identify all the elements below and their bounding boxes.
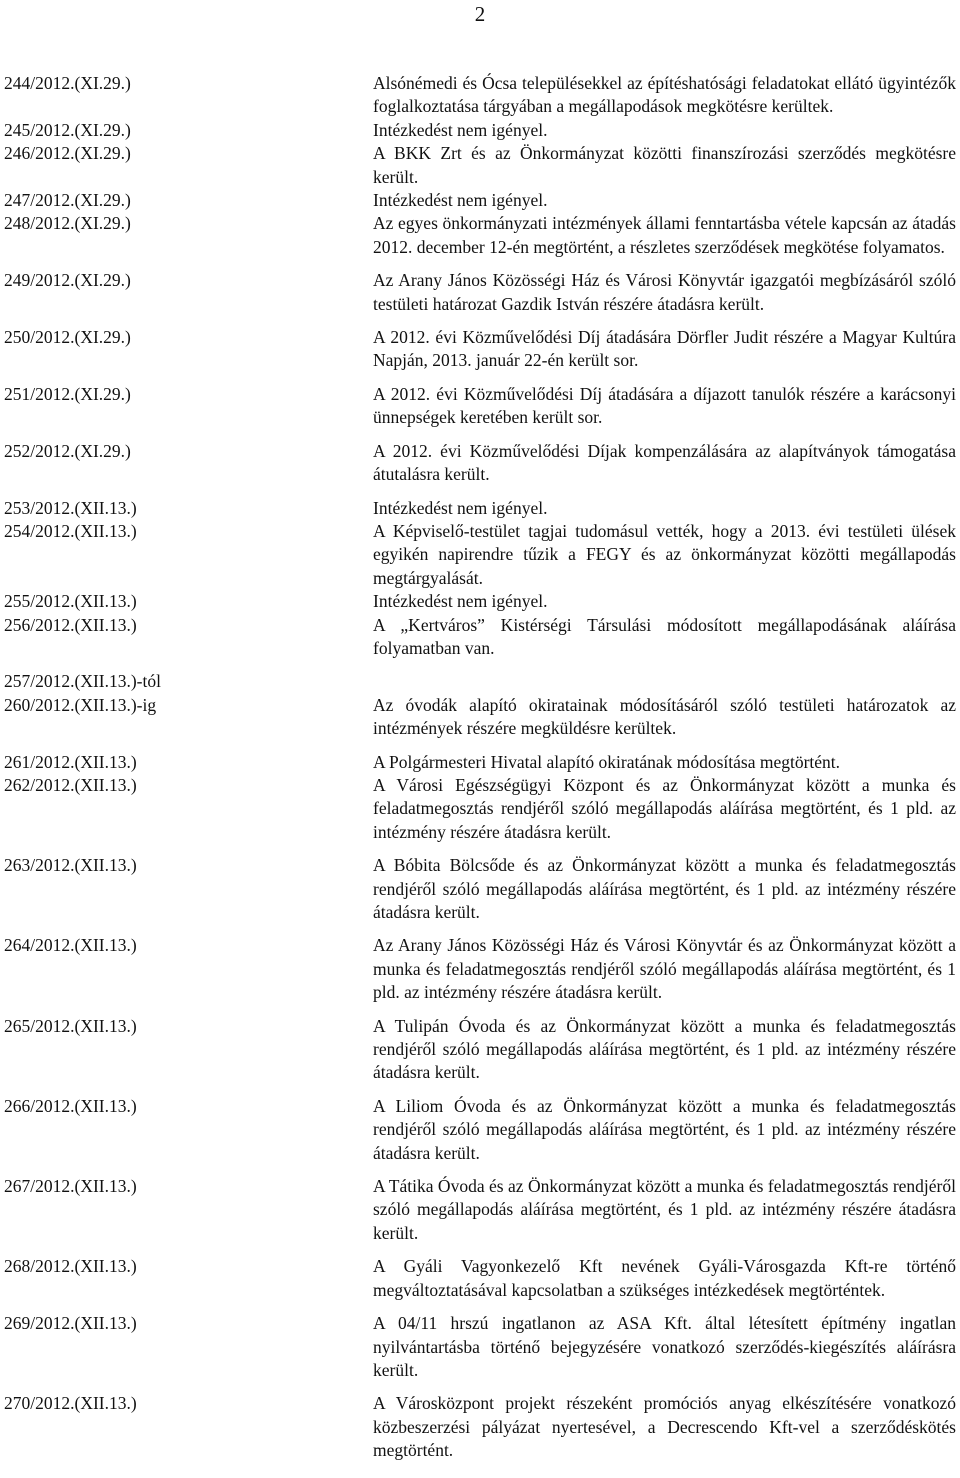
resolution-status: A Tátika Óvoda és az Önkormányzat között a munka és feladatmegosztás rendjéről szóló megállapodás aláírása megtörtént, és 1 pld. az intézmény részére átadásra került.: [373, 1176, 956, 1243]
resolution-number: 254/2012.(XII.13.): [4, 520, 137, 541]
resolution-entry-261: [4, 751, 956, 774]
resolution-status: A Városközpont projekt részeként promóciós anyag elkészítésére vonatkozó közbeszerzési pályázat nyertesével, a Decrescendo Kft-vel a szerződéskötés megtörtént.: [373, 1393, 956, 1461]
resolution-number: 270/2012.(XII.13.): [4, 1393, 137, 1414]
resolution-status: A BKK Zrt és az Önkormányzat közötti finanszírozási szerződés megkötésre került.: [373, 143, 956, 187]
resolution-number: 255/2012.(XII.13.): [4, 591, 137, 612]
resolution-entry-248: [4, 212, 956, 259]
resolution-status: A Liliom Óvoda és az Önkormányzat között a munka és feladatmegosztás rendjéről szóló megállapodás aláírása megtörtént, és 1 pld. az intézmény részére átadásra került.: [373, 1095, 956, 1163]
resolution-entry-264: [4, 934, 956, 1004]
resolution-entry-263: [4, 854, 956, 924]
resolution-number: 264/2012.(XII.13.): [4, 935, 137, 956]
resolution-number: 246/2012.(XI.29.): [4, 143, 131, 164]
resolution-entry-247: [4, 189, 956, 212]
resolution-number: 267/2012.(XII.13.): [4, 1176, 137, 1197]
resolution-status: Intézkedést nem igényel.: [373, 497, 548, 518]
resolution-status: A Képviselő-testület tagjai tudomásul vették, hogy a 2013. évi testületi ülések egyikén napirendre tűzik a FEGY és az önkormányzat közötti megállapodás megtárgyalását.: [373, 520, 956, 588]
resolution-number: 253/2012.(XII.13.): [4, 497, 137, 518]
resolution-number: 269/2012.(XII.13.): [4, 1313, 137, 1334]
resolution-status: A 2012. évi Közművelődési Díjak kompenzálására az alapítványok támogatása átutalásra került.: [373, 440, 956, 485]
resolution-number: 244/2012.(XI.29.): [4, 73, 131, 93]
resolution-entry-270: [4, 1392, 956, 1462]
resolution-status: A Gyáli Vagyonkezelő Kft nevének Gyáli-Városgazda Kft-re történő megváltoztatásával kapcsolatban a szükséges intézkedések megtörténtek.: [373, 1256, 956, 1300]
resolution-number: 268/2012.(XII.13.): [4, 1256, 137, 1277]
resolution-number: 262/2012.(XII.13.): [4, 774, 137, 795]
resolution-number: 249/2012.(XI.29.): [4, 270, 131, 291]
resolution-number: 252/2012.(XI.29.): [4, 440, 131, 461]
resolution-list: [4, 72, 956, 1463]
resolution-entry-265: [4, 1015, 956, 1085]
resolution-status: A 04/11 hrszú ingatlanon az ASA Kft. által létesített építmény ingatlan nyilvántartásba történő bejegyzésére vonatkozó szerződés-kiegészítés aláírásra került.: [373, 1313, 956, 1380]
resolution-number: 263/2012.(XII.13.): [4, 855, 137, 876]
resolution-status: A 2012. évi Közművelődési Díj átadására Dörfler Judit részére a Magyar Kultúra Napján, 2013. január 22-én került sor.: [373, 327, 956, 371]
resolution-number: 250/2012.(XI.29.): [4, 327, 131, 348]
resolution-entry-269: [4, 1312, 956, 1382]
resolution-status: Intézkedést nem igényel.: [373, 119, 548, 140]
resolution-status: Az Arany János Közösségi Ház és Városi Könyvtár és az Önkormányzat között a munka és feladatmegosztás rendjéről szóló megállapodás aláírása megtörtént, és 1 pld. az intézmény részére átadásra került.: [373, 935, 956, 1003]
resolution-status: A 2012. évi Közművelődési Díj átadására a díjazott tanulók részére a karácsonyi ünnepségek keretében került sor.: [373, 383, 956, 428]
resolution-entry-260-to: [4, 694, 956, 741]
resolution-entry-245: [4, 119, 956, 142]
resolution-entry-251: [4, 383, 956, 430]
resolution-entry-252: [4, 440, 956, 487]
resolution-status: Alsónémedi és Ócsa településekkel az építéshatósági feladatokat ellátó ügyintézők foglalkoztatása tárgyában a megállapodások megkötésre kerültek.: [373, 73, 956, 117]
resolution-status: Az egyes önkormányzati intézmények állami fenntartásba vétele kapcsán az átadás 2012. december 12-én megtörtént, a részletes szerződések megkötése folyamatos.: [373, 213, 956, 257]
resolution-number: 265/2012.(XII.13.): [4, 1015, 137, 1036]
resolution-entry-268: [4, 1255, 956, 1302]
resolution-number: 245/2012.(XI.29.): [4, 119, 131, 140]
resolution-status: Az Arany János Közösségi Ház és Városi Könyvtár igazgatói megbízásáról szóló testületi határozat Gazdik István részére átadásra került.: [373, 270, 956, 314]
resolution-number: 266/2012.(XII.13.): [4, 1095, 137, 1116]
resolution-entry-246: [4, 142, 956, 189]
resolution-status: A Tulipán Óvoda és az Önkormányzat között a munka és feladatmegosztás rendjéről szóló megállapodás aláírása megtörtént, és 1 pld. az intézmény részére átadásra került.: [373, 1015, 956, 1083]
resolution-entry-255: [4, 590, 956, 613]
page-number: 2: [474, 2, 486, 26]
resolution-number: 251/2012.(XI.29.): [4, 383, 131, 404]
resolution-entry-254: [4, 520, 956, 590]
resolution-status: A „Kertváros” Kistérségi Társulási módosított megállapodásának aláírása folyamatban van.: [373, 614, 956, 658]
resolution-entry-266: [4, 1095, 956, 1165]
resolution-number: 256/2012.(XII.13.): [4, 614, 137, 635]
resolution-entry-250: [4, 326, 956, 373]
resolution-entry-262: [4, 774, 956, 844]
resolution-number: 247/2012.(XI.29.): [4, 190, 131, 211]
resolution-number: 261/2012.(XII.13.): [4, 751, 137, 772]
resolution-status: A Városi Egészségügyi Központ és az Önkormányzat között a munka és feladatmegosztás rendjéről szóló megállapodás aláírása megtörtént, és 1 pld. az intézmény részére átadásra került.: [373, 774, 956, 842]
resolution-entry-267: [4, 1175, 956, 1245]
resolution-status: Intézkedést nem igényel.: [373, 591, 548, 612]
resolution-status: Az óvodák alapító okiratainak módosításáról szóló testületi határozatok az intézmények részére megküldésre kerültek.: [373, 694, 956, 739]
resolution-number: 257/2012.(XII.13.)-tól: [4, 671, 161, 692]
resolution-number: 248/2012.(XI.29.): [4, 213, 131, 234]
resolution-entry-256: [4, 614, 956, 661]
resolution-entry-253: [4, 497, 956, 520]
resolution-entry-249: [4, 269, 956, 316]
resolution-entry-257-from: [4, 670, 956, 693]
resolution-status: A Bóbita Bölcsőde és az Önkormányzat között a munka és feladatmegosztás rendjéről szóló megállapodás aláírása megtörtént, és 1 pld. az intézmény részére átadásra került.: [373, 855, 956, 922]
resolution-status: Intézkedést nem igényel.: [373, 190, 548, 211]
resolution-entry-244: [4, 72, 956, 119]
resolution-number: 260/2012.(XII.13.)-ig: [4, 694, 157, 715]
resolution-status: A Polgármesteri Hivatal alapító okiratának módosítása megtörtént.: [373, 751, 841, 772]
